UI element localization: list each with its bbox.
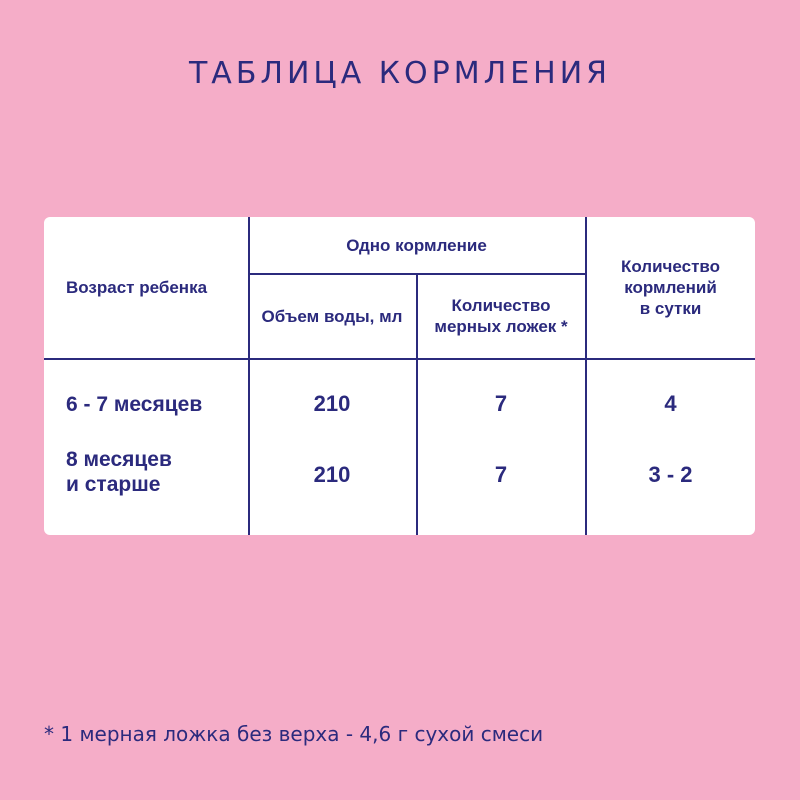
table-row-2-spoons: 7 <box>494 462 508 487</box>
header-age: Возраст ребенка <box>66 278 208 297</box>
header-water-volume: Объем воды, мл <box>261 306 403 326</box>
feeding-table <box>44 217 755 535</box>
header-feedings-per-day: Количество кормлений в сутки <box>620 257 721 318</box>
header-one-feeding: Одно кормление <box>346 235 487 255</box>
footnote: * 1 мерная ложка без верха - 4,6 г сухой смеси <box>44 722 544 746</box>
table-row-1-water: 210 <box>313 391 351 416</box>
table-row-2-age: 8 месяцев и старше <box>66 448 172 496</box>
page-title: ТАБЛИЦА КОРМЛЕНИЯ <box>188 56 612 91</box>
header-spoons: Количество мерных ложек * <box>434 296 568 336</box>
table-row-1-feedings: 4 <box>664 391 677 416</box>
table-row-1-spoons: 7 <box>494 391 508 416</box>
divider-header <box>44 358 755 360</box>
table-row-1-age: 6 - 7 месяцев <box>66 392 203 416</box>
table-row-2-water: 210 <box>313 462 351 487</box>
table-row-2-feedings: 3 - 2 <box>648 462 693 487</box>
